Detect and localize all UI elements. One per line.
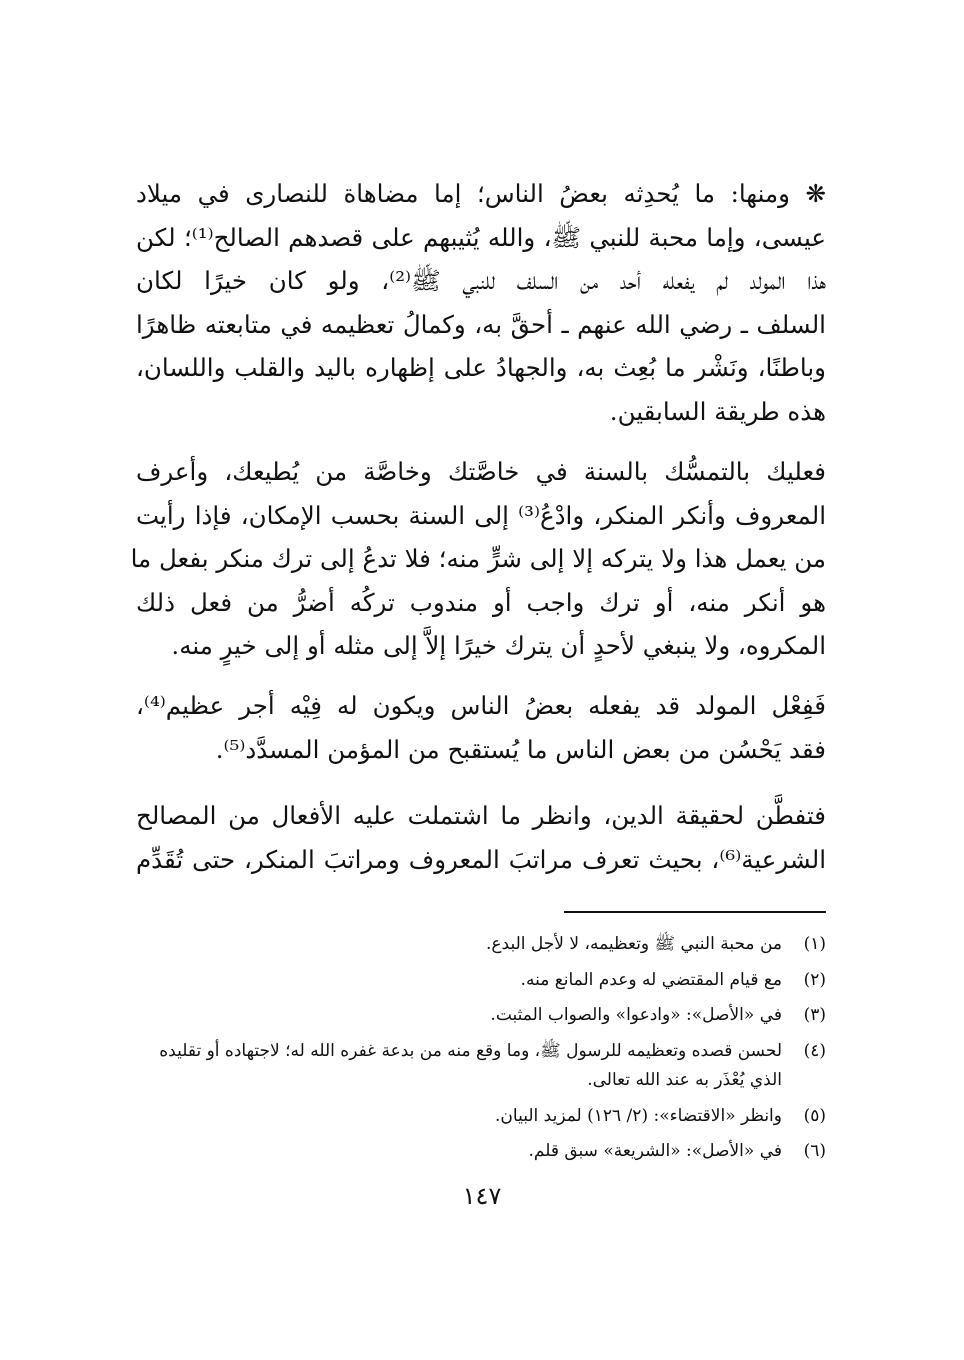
text-line: الشرعية⁽⁶⁾، بحيث تعرف مراتبَ المعروف ومراتبَ المنكر، حتى تُقَدِّم	[136, 844, 826, 874]
paragraph-hold-to-sunnah	[130, 450, 826, 668]
text-line: من يعمل هذا ولا يتركه إلا إلى شرٍّ منه؛ فلا تدعُ إلى ترك منكر بفعل ما	[130, 544, 826, 573]
text-line: هذه طريقة السابقين.	[609, 396, 826, 426]
footnote-item	[136, 1137, 826, 1167]
footnote-text: مع قيام المقتضي له وعدم المانع منه.	[520, 969, 782, 990]
text-line: المعروف وأنكر المنكر، وادْعُ⁽³⁾ إلى السنة بحسب الإمكان، فإذا رأيت	[136, 500, 826, 530]
footnote-divider	[564, 911, 826, 913]
footnote-number: (٣)	[803, 1005, 826, 1025]
page-number: ١٤٧	[462, 1182, 502, 1210]
text-line: السلف ـ رضي الله عنهم ـ أحقَّ به، وكمالُ تعظيمه في متابعته ظاهرًا	[136, 309, 826, 339]
text-line: هو أنكر منه، أو ترك واجب أو مندوب تركُه أضرُّ من فعل ذلك	[136, 587, 826, 617]
footnote-text: من محبة النبي ﷺ وتعظيمه، لا لأجل البدع.	[486, 934, 782, 954]
footnote-item	[136, 1037, 826, 1096]
text-line: ❋ ومنها: ما يُحدِثه بعضُ الناس؛ إما مضاهاة للنصارى في ميلاد	[136, 179, 826, 208]
footnote-number: (٦)	[803, 1141, 826, 1161]
footnote-text: في «الأصل»: «الشريعة» سبق قلم.	[528, 1141, 782, 1161]
footnote-number: (١)	[803, 934, 826, 954]
text-line: وباطنًا، ونَشْر ما بُعِث به، والجهادُ على إظهاره باليد والقلب واللسان،	[136, 353, 826, 382]
text-line: فَفِعْل المولد قد يفعله بعضُ الناس ويكون له فِيْه أجر عظيم⁽⁴⁾،	[136, 691, 826, 720]
footnote-number: (٢)	[803, 969, 826, 990]
text-line: فقد يَحْسُن من بعض الناس ما يُستقبح من المؤمن المسدَّد⁽⁵⁾.	[215, 734, 826, 764]
footnotes-list	[136, 930, 826, 1173]
footnote-item	[136, 930, 826, 960]
footnote-item	[136, 1001, 826, 1031]
text-line: المكروه، ولا ينبغي لأحدٍ أن يترك خيرًا إلاَّ إلى مثله أو إلى خيرٍ منه.	[171, 631, 826, 660]
text-line: هذا المولد لم يفعله أحد من السلف للنبي ﷺ⁽²⁾، ولو كان خيرًا لكان	[136, 266, 827, 295]
paragraph-reward	[136, 684, 826, 771]
footnote-item	[136, 966, 826, 996]
text-line: فعليك بالتمسُّك بالسنة في خاصَّتك وخاصَّة من يُطيعك، وأعرف	[136, 457, 826, 486]
paragraph-understand-religion	[136, 794, 826, 881]
footnote-text: وانظر «الاقتضاء»: (٢/ ١٢٦) لمزيد البيان.	[495, 1105, 782, 1126]
footnote-number: (٤)	[803, 1040, 826, 1061]
footnote-text: لحسن قصده وتعظيمه للرسول ﷺ، وما وقع منه من بدعة غفره الله له؛ لاجتهاده أو تقليده الذي يُعْذَر به عند الله تعالى.	[159, 1040, 782, 1090]
text-line: فتفطَّن لحقيقة الدين، وانظر ما اشتملت عليه الأفعال من المصالح	[136, 801, 826, 830]
footnote-item	[136, 1102, 826, 1132]
footnote-text: في «الأصل»: «وادعوا» والصواب المثبت.	[490, 1005, 782, 1025]
footnote-number: (٥)	[803, 1105, 826, 1126]
paragraph-mawlid-innovation	[136, 172, 826, 433]
text-line: عيسى، وإما محبة للنبي ﷺ، والله يُثيبهم على قصدهم الصالح⁽¹⁾؛ لكن	[136, 222, 826, 252]
